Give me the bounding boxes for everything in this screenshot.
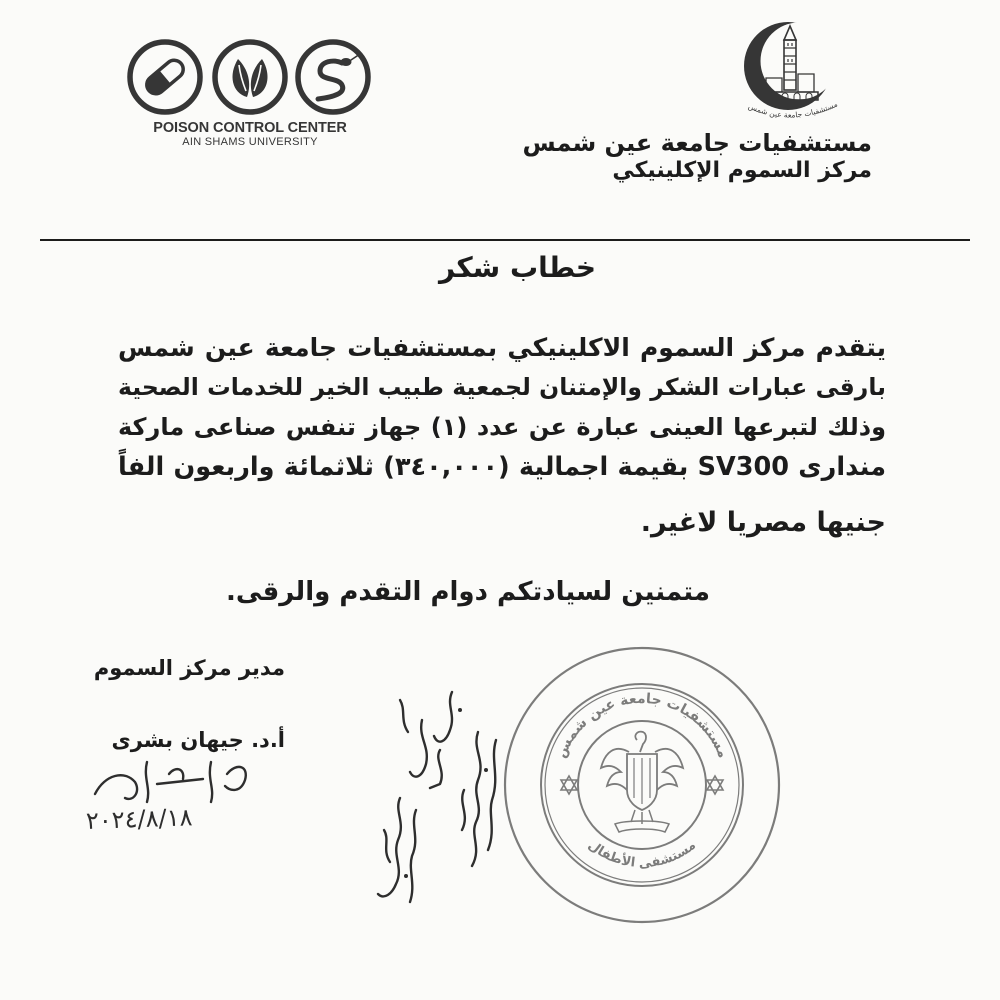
logo-title: POISON CONTROL CENTER [153,120,347,136]
pen-stroke [410,810,416,902]
snake-icon [298,42,368,112]
stamp-ring-text: مستشفيات جامعة عين شمس [552,690,731,761]
hospital-emblem-icon [730,14,855,124]
signature-strokes [95,762,246,802]
leaf-icon [215,42,285,112]
closing-line: متمنين لسيادتكم دوام التقدم والرقى. [226,577,710,607]
pen-stroke [488,740,496,850]
logo-subtitle: AIN SHAMS UNIVERSITY [182,136,318,148]
handwritten-note [360,680,520,920]
stamp-ring-label [553,691,731,760]
pen-stroke [472,732,481,866]
stamp-bottom-text: مستشفى الأطفال [585,837,699,872]
pen-dot [404,874,408,878]
letter-title: خطاب شكر [438,251,597,284]
body-line: جنيها مصريا لاغير. [640,507,886,538]
pen-stroke [157,779,203,784]
center-name: مركز السموم الإكلينيكي [612,158,872,183]
crescent-icon [744,22,838,110]
pen-stroke [462,790,465,830]
pen-stroke [95,775,137,799]
hospital-name: مستشفيات جامعة عين شمس [522,129,872,157]
pen-stroke [146,762,148,802]
pen-stroke [384,830,390,862]
pen-stroke [210,762,212,802]
pen-stroke [225,767,246,790]
body-line: يتقدم مركز السموم الاكلينيكي بمستشفيات جامعة عين شمس [118,333,886,362]
poison-control-logo [120,35,380,125]
official-stamp [497,640,787,930]
pen-stroke [430,750,442,788]
body-line: مندارى SV300 بقيمة اجمالية (٣٤٠,٠٠٠) ثلاثمائة واربعون الفاً [118,452,886,482]
star-icon [707,776,723,794]
pen-dot [484,768,488,772]
pen-stroke [400,700,408,732]
star-icon [561,776,577,794]
pen-stroke [434,692,452,742]
signatory-name: أ.د. جيهان بشرى [111,728,285,752]
note-strokes [378,692,496,902]
signatory-title: مدير مركز السموم [93,656,285,680]
body-line: بارقى عبارات الشكر والإمتنان لجمعية طبيب الخير للخدمات الصحية [118,373,886,401]
header-divider [40,239,970,241]
handwritten-date: ٢٠٢٤/٨/١٨ [85,803,193,835]
pen-dot [458,708,462,712]
emblem-caption-text: مستشفيات جامعة عين شمس [747,99,839,120]
eagle-seal-icon [601,732,683,832]
pen-stroke [378,798,401,896]
pill-icon [130,42,200,112]
stamp-bottom-label [585,838,699,871]
pen-stroke [410,720,427,777]
body-line: وذلك لتبرعها العينى عبارة عن عدد (١) جهاز تنفس صناعى ماركة [118,413,886,441]
pen-stroke [169,769,183,779]
handwritten-signature [85,752,265,810]
